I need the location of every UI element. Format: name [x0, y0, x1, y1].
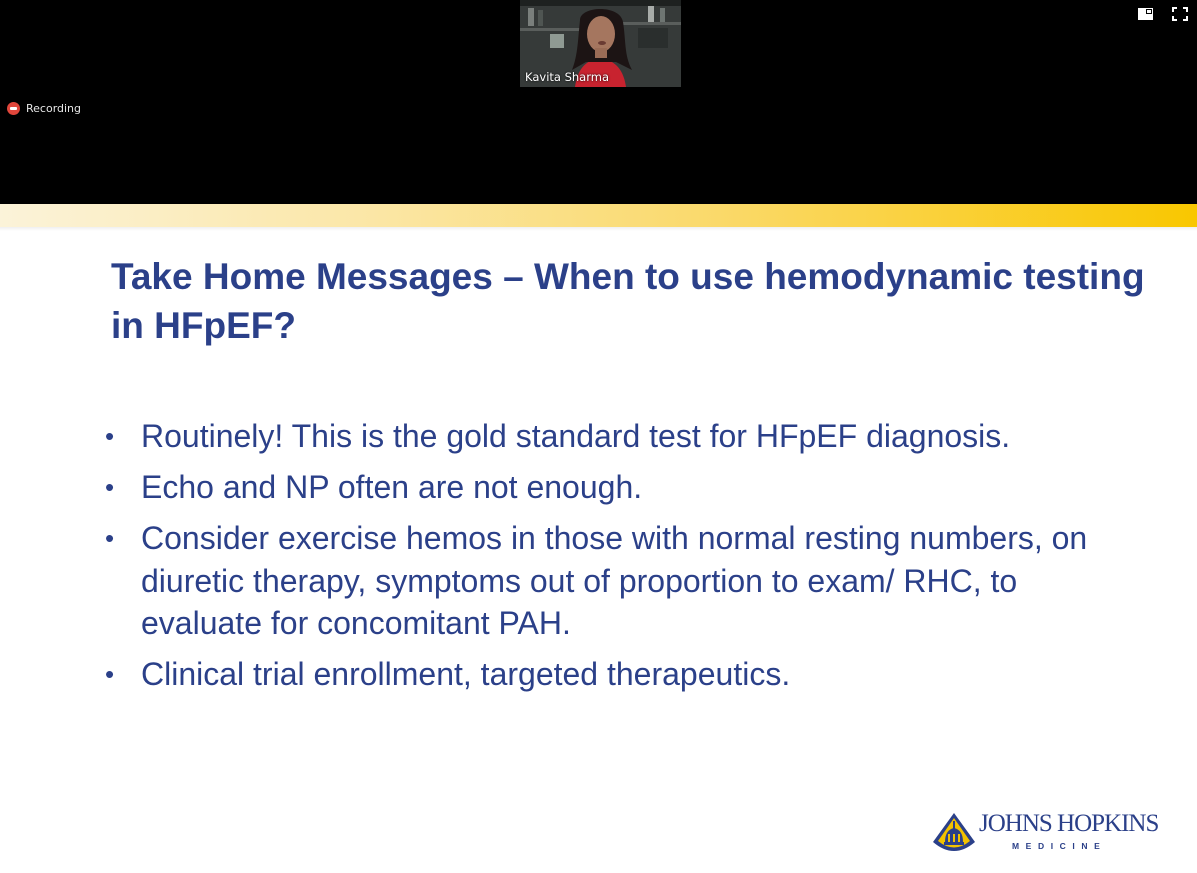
slide-header-band: [0, 204, 1197, 227]
slide-bullet-list: [105, 415, 1145, 704]
bullet-item: [105, 466, 1145, 509]
johns-hopkins-logo: [932, 808, 1159, 858]
slide-title: Take Home Messages – When to use hemodynamic testing in HFpEF?: [111, 256, 1145, 346]
participant-video-tile[interactable]: [520, 0, 681, 87]
logo-subtitle: MEDICINE: [1012, 841, 1107, 851]
recording-label: Recording: [26, 102, 82, 115]
shared-slide: [0, 204, 1197, 873]
meeting-top-bar: [0, 0, 1197, 204]
bullet-text: Consider exercise hemos in those with normal resting numbers, on diuretic therapy, symptoms out of proportion to exam/ RHC, to evaluate for concomitant PAH.: [141, 520, 1088, 641]
bullet-item: [105, 517, 1145, 645]
logo-name: JOHNS HOPKINS: [979, 810, 1159, 837]
slide-band-shadow: [0, 227, 1197, 231]
participant-name: Kavita Sharma: [525, 70, 610, 84]
recording-indicator[interactable]: [7, 102, 81, 115]
bullet-text: Routinely! This is the gold standard test for HFpEF diagnosis.: [141, 418, 1011, 454]
bullet-marker: •: [105, 523, 115, 553]
bullet-text: Echo and NP often are not enough.: [141, 469, 643, 505]
fullscreen-icon[interactable]: [1171, 6, 1189, 22]
bullet-marker: •: [105, 472, 115, 502]
bullet-item: [105, 653, 1145, 696]
bullet-text: Clinical trial enrollment, targeted therapeutics.: [141, 656, 791, 692]
dome-shield-icon: [932, 812, 976, 856]
recording-icon: [7, 102, 20, 115]
view-controls: [1137, 6, 1189, 22]
speaker-view-icon[interactable]: [1137, 6, 1155, 22]
bullet-item: [105, 415, 1145, 458]
bullet-marker: •: [105, 659, 115, 689]
bullet-marker: •: [105, 421, 115, 451]
